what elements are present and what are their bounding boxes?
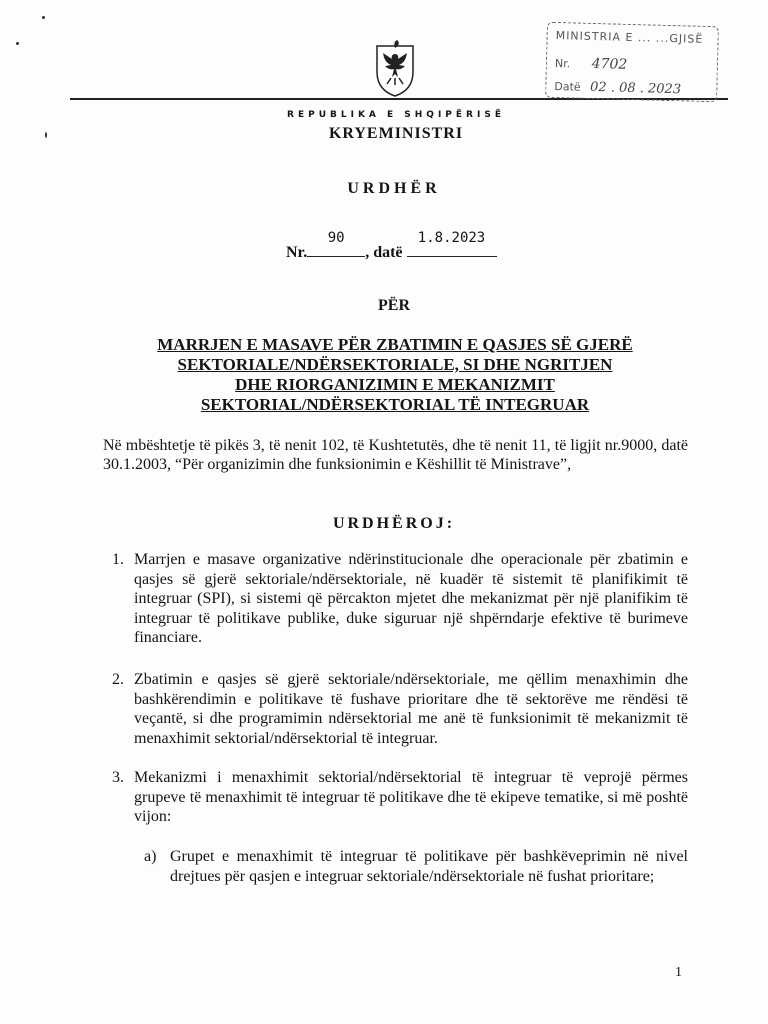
number-value: 90 — [327, 230, 345, 246]
item-number: 3. — [112, 769, 124, 786]
office-heading: KRYEMINISTRI — [328, 125, 464, 142]
stamp-number-label: Nr. — [554, 56, 571, 71]
item-number: 1. — [112, 551, 124, 568]
registry-stamp — [545, 22, 719, 102]
date-label: , datë — [365, 244, 403, 261]
order-title — [100, 335, 690, 415]
albania-coat-of-arms-icon — [372, 38, 418, 98]
per-heading: PËR — [378, 297, 410, 314]
stamp-ministry: MINISTRIA E ... ...GJISË — [555, 28, 704, 46]
subitem-text: Grupet e menaxhimit të integruar të politikave për bashkëveprimin në nivel drejtues për qasjen e integruar sektoriale/ndërsektoriale në fushat prioritare; — [170, 848, 688, 885]
stamp-date-row — [554, 79, 681, 97]
order-item-1 — [100, 550, 688, 648]
legal-basis-paragraph: Në mbështetje të pikës 3, të nenit 102, të Kushtetutës, dhe të nenit 11, të ligjit nr.9000, datë 30.1.2003, “Për organizimin dhe funksionimin e Këshillit të Ministrave”, — [103, 437, 688, 473]
document-type-title: URDHËR — [347, 180, 441, 197]
stamp-date-label: Datë — [554, 79, 581, 94]
number-date-line — [286, 230, 497, 262]
republic-heading: REPUBLIKA E SHQIPËRISË — [287, 110, 505, 120]
title-line: MARRJEN E MASAVE PËR ZBATIMIN E QASJES SË GJERË — [157, 335, 633, 354]
item-text: Mekanizmi i menaxhimit sektorial/ndërsektorial të integruar të veprojë përmes grupeve të menaxhimit të integruar të politikave dhe të ekipeve tematike, si më poshtë vijon: — [134, 769, 688, 825]
title-line: SEKTORIALE/NDËRSEKTORIALE, SI DHE NGRITJEN — [177, 355, 613, 374]
date-blank — [407, 230, 497, 257]
item-text: Zbatimin e qasjes së gjerë sektoriale/ndërsektoriale, me qëllim menaxhimin dhe bashkërendimin e politikave të fushave prioritare dhe të sektorëve me rëndësi të veçantë, si dhe programimin ndërsektorial me anë të funksionimit të mekanizmit të menaxhimit sektorial/ndërsektorial të integruar. — [134, 671, 688, 747]
stamp-date-value: 02 . 08 . 2023 — [589, 79, 682, 98]
order-subitem-a — [144, 847, 688, 886]
stamp-number-row — [555, 55, 628, 73]
number-label: Nr. — [286, 244, 308, 261]
page-number: 1 — [675, 965, 682, 980]
title-line: SEKTORIAL/NDËRSEKTORIAL TË INTEGRUAR — [200, 395, 590, 414]
stamp-number-value: 4702 — [591, 55, 628, 73]
item-number: 2. — [112, 671, 124, 688]
number-blank — [307, 230, 365, 257]
date-value: 1.8.2023 — [417, 230, 486, 246]
title-line: DHE RIORGANIZIMIN E MEKANIZMIT — [235, 375, 555, 394]
item-text: Marrjen e masave organizative ndërinstitucionale dhe operacionale për zbatimin e qasjes së gjerë sektoriale/ndërsektoriale, në kuadër të sistemit të planifikimit të integruar (SPI), si sistemi që përcakton mjetet dhe mekanizmat për një planifikim të integruar të politikave publike, duke siguruar një shpërndarje efektive të burimeve financiare. — [134, 551, 688, 646]
order-item-3 — [100, 768, 688, 827]
urdheroj-heading: URDHËROJ: — [332, 515, 456, 532]
subitem-letter: a) — [144, 848, 157, 865]
order-item-2 — [100, 670, 688, 748]
